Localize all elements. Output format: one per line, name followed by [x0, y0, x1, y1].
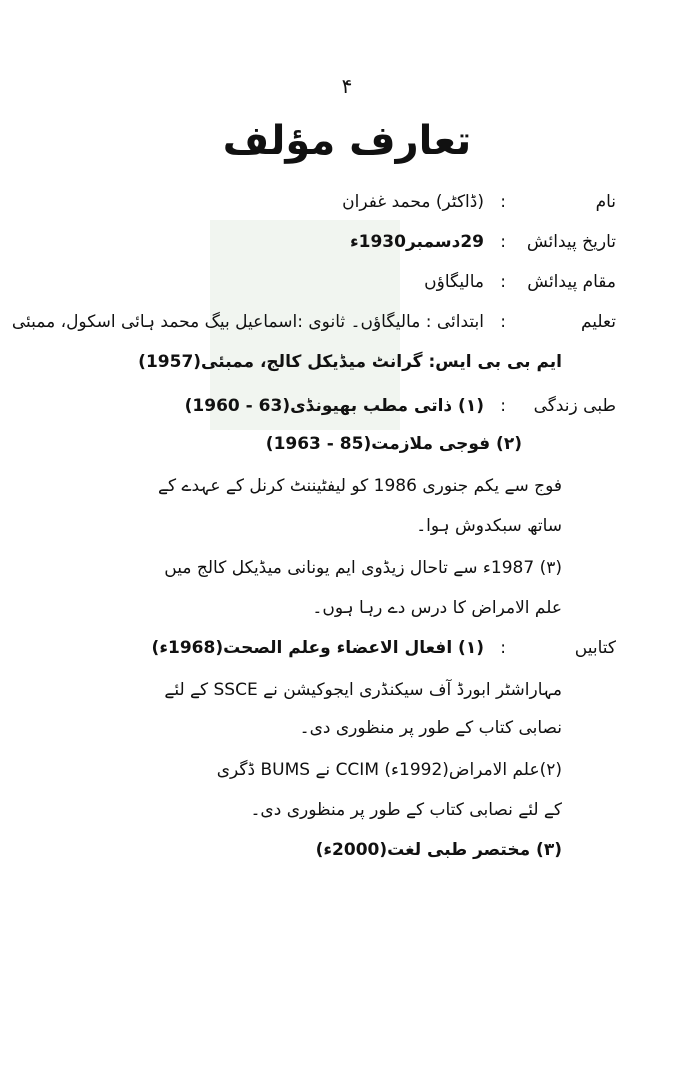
medical-life-line: علم الامراض کا درس دے رہا ہوں۔: [312, 598, 562, 618]
books-label: کتابیں: [574, 638, 616, 658]
books-line: (۳) مختصر طبی لغت(2000ء): [315, 840, 562, 860]
dob-value: 29دسمبر1930ء: [349, 232, 484, 252]
pob-colon: :: [500, 272, 506, 292]
books-line: نصابی کتاب کے طور پر منظوری دی۔: [299, 718, 562, 738]
education-label: تعلیم: [580, 312, 616, 332]
name-colon: :: [500, 192, 506, 212]
books-line: (۲)علم الامراض(1992ء) CCIM نے BUMS ڈگری: [216, 760, 562, 780]
books-line: مہاراشٹر ابورڈ آف سیکنڈری ایجوکیشن نے SSCE کے لئے: [164, 680, 562, 700]
medical-life-line: (۱) ذاتی مطب بھیونڈی(63 - 1960): [184, 396, 484, 416]
dob-label: تاریخ پیدائش: [526, 232, 616, 252]
dob-colon: :: [500, 232, 506, 252]
medical-life-line: ساتھ سبکدوش ہوا۔: [416, 516, 562, 536]
education-colon: :: [500, 312, 506, 332]
books-colon: :: [500, 638, 506, 658]
medical-life-colon: :: [500, 396, 506, 416]
books-line: کے لئے نصابی کتاب کے طور پر منظوری دی۔: [250, 800, 562, 820]
medical-life-label: طبی زندگی: [533, 396, 616, 416]
medical-life-line: (۳) 1987ء سے تاحال زیڈوی ایم یونانی میڈیکل کالج میں: [164, 558, 562, 578]
education-line: ابتدائی : مالیگاؤں۔ ثانوی :اسماعیل بیگ محمد ہائی اسکول، ممبئی: [11, 312, 484, 332]
page-number: ۴: [341, 74, 353, 98]
medical-life-line: (۲) فوجی ملازمت(85 - 1963): [265, 434, 522, 454]
books-line: (۱) افعال الاعضاء وعلم الصحت(1968ء): [151, 638, 484, 658]
pob-label: مقام پیدائش: [527, 272, 616, 292]
name-label: نام: [595, 192, 616, 212]
pob-value: مالیگاؤں: [424, 272, 484, 292]
medical-life-line: فوج سے یکم جنوری 1986 کو لیفٹیننٹ کرنل کے عہدے کے: [158, 476, 562, 496]
page-title: تعارف مؤلف: [222, 118, 472, 164]
name-value: (ڈاکٹر) محمد غفران: [342, 192, 484, 212]
education-line: ایم بی بی ایس: گرانٹ میڈیکل کالج، ممبئی(1957): [138, 352, 562, 372]
